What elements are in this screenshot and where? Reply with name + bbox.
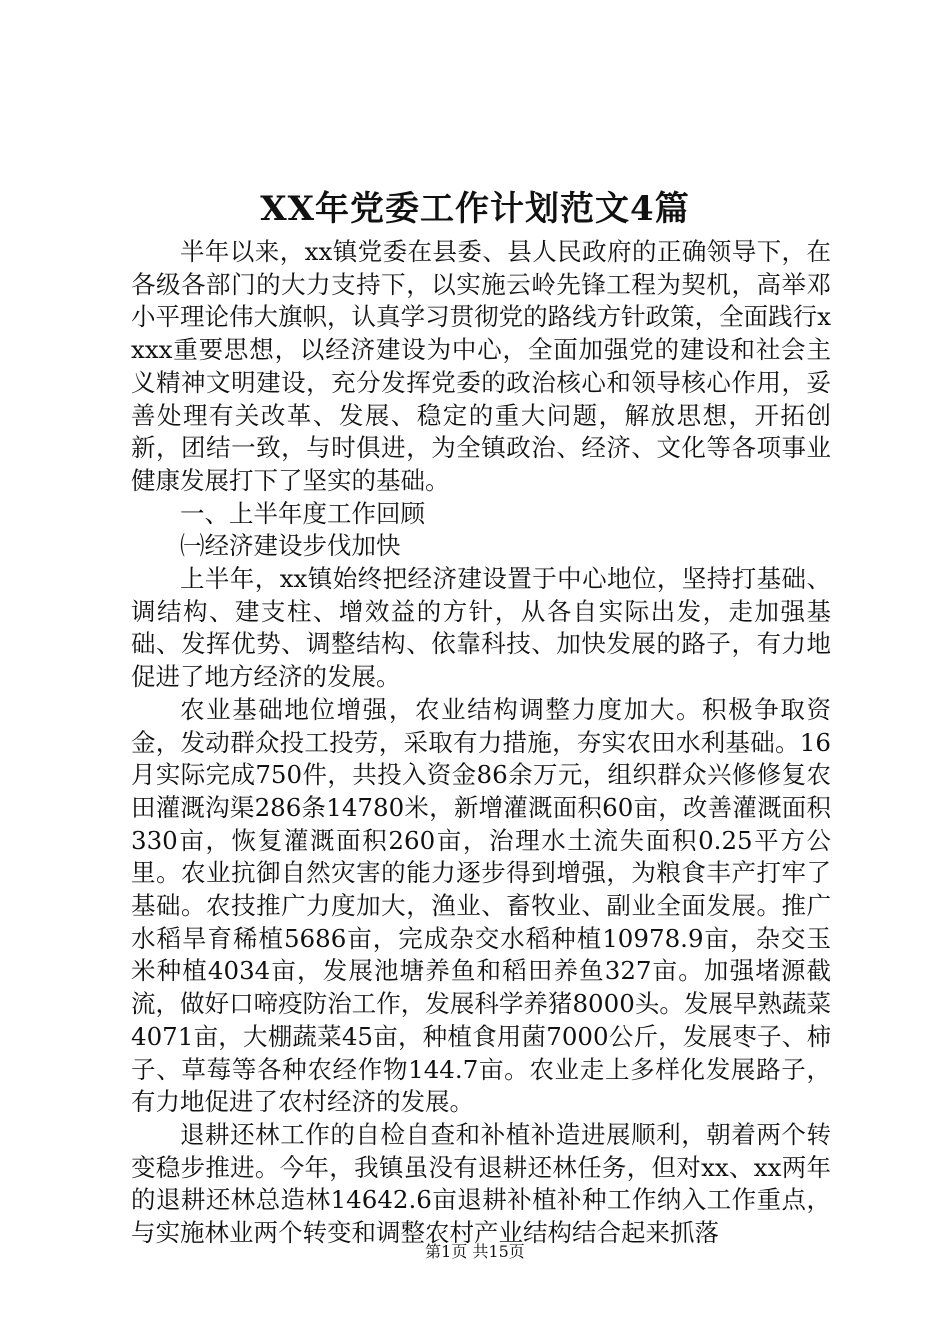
paragraph-intro: 半年以来，xx镇党委在县委、县人民政府的正确领导下，在各级各部门的大力支持下，以实施云岭先锋工程为契机，高举邓小平理论伟大旗帜，认真学习贯彻党的路线方针政策，全面践行xxxx重要思想，以经济建设为中心，全面加强党的建设和社会主义精神文明建设，充分发挥党委的政治核心和领导核心作用，妥善处理有关改革、发展、稳定的重大问题，解放思想，开拓创新，团结一致，与时俱进，为全镇政治、经济、文化等各项事业健康发展打下了坚实的基础。 bbox=[131, 237, 831, 495]
paragraph-agriculture: 农业基础地位增强，农业结构调整力度加大。积极争取资金，发动群众投工投劳，采取有力措施，夯实农田水利基础。16月实际完成750件，共投入资金86余万元，组织群众兴修修复农田灌溉沟渠286条14780米，新增灌溉面积60亩，改善灌溉面积330亩，恢复灌溉面积260亩，治理水土流失面积0.25平方公里。农业抗御自然灾害的能力逐步得到增强，为粮食丰产打牢了基础。农技推广力度加大，渔业、畜牧业、副业全面发展。推广水稻旱育稀植5686亩，完成杂交水稻种植10978.9亩，杂交玉米种植4034亩，发展池塘养鱼和稻田养鱼327亩。加强堵源截流，做好口啼疫防治工作，发展科学养猪8000头。发展早熟蔬菜4071亩，大棚蔬菜45亩，种植食用菌7000公斤，发展枣子、柿子、草莓等各种农经作物144.7亩。农业走上多样化发展路子，有力地促进了农村经济的发展。 bbox=[131, 694, 831, 1117]
paragraph-forestry: 退耕还林工作的自检自查和补植补造进展顺利，朝着两个转变稳步推进。今年，我镇虽没有退耕还林任务，但对xx、xx两年的退耕还林总造林14642.6亩退耕补植补种工作纳入工作重点，与实施林业两个转变和调整农村产业结构结合起来抓落 bbox=[131, 1119, 831, 1248]
section-heading: 一、上半年度工作回顾 bbox=[180, 498, 425, 528]
subsection-heading: ㈠经济建设步伐加快 bbox=[180, 531, 401, 561]
paragraph-economy: 上半年，xx镇始终把经济建设置于中心地位，坚持打基础、调结构、建支柱、增效益的方针，从各自实际出发，走加强基础、发挥优势、调整结构、依靠科技、加快发展的路子，有力地促进了地方经济的发展。 bbox=[131, 564, 831, 692]
page-title: XX年党委工作计划范文4篇 bbox=[260, 189, 690, 229]
page-footer: 第1页 共15页 bbox=[425, 1242, 525, 1261]
document-body bbox=[131, 236, 831, 1250]
